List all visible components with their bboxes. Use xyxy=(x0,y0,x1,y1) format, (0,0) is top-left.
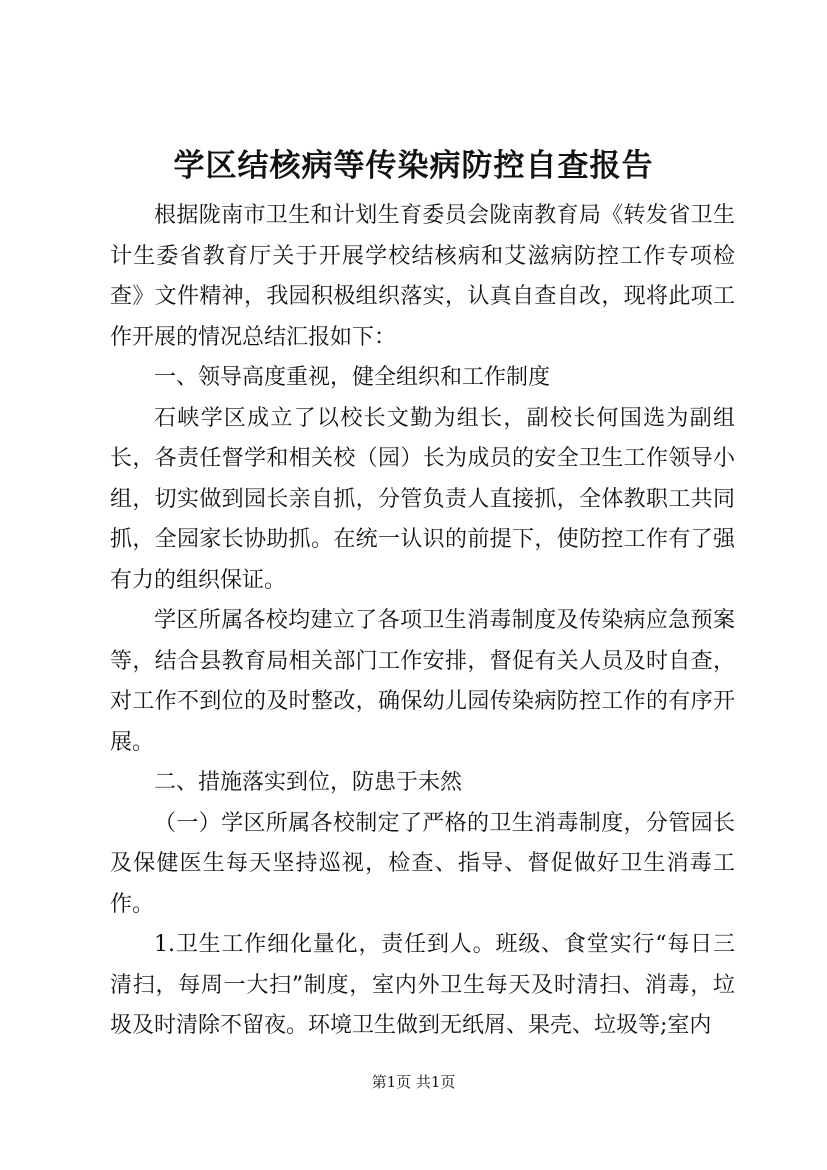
paragraph-intro: 根据陇南市卫生和计划生育委员会陇南教育局《转发省卫生计生委省教育厅关于开展学校结核病和艾滋病防控工作专项检查》文件精神，我园积极组织落实，认真自查自改，现将此项工作开展的情况总结汇报如下： xyxy=(110,203,735,350)
document-title: 学区结核病等传染病防控自查报告 xyxy=(173,148,654,184)
section-heading-2: 二、措施落实到位，防患于未然 xyxy=(154,770,463,795)
section-heading-1: 一、领导高度重视，健全组织和工作制度 xyxy=(154,365,551,390)
page-footer: 第1页 共1页 xyxy=(371,1073,456,1091)
paragraph-systems: 学区所属各校均建立了各项卫生消毒制度及传染病应急预案等，结合县教育局相关部门工作安排，督促有关人员及时自查，对工作不到位的及时整改，确保幼儿园传染病防控工作的有序开展。 xyxy=(110,608,735,755)
paragraph-hygiene: 1.卫生工作细化量化，责任到人。班级、食堂实行“每日三清扫，每周一大扫”制度，室内外卫生每天及时清扫、消毒，垃圾及时清除不留夜。环境卫生做到无纸屑、果壳、垃圾等;室内 xyxy=(110,932,735,1038)
paragraph-leadership: 石峡学区成立了以校长文勤为组长，副校长何国选为副组长，各责任督学和相关校（园）长为成员的安全卫生工作领导小组，切实做到园长亲自抓，分管负责人直接抓，全体教职工共同抓，全园家长协助抓。在统一认识的前提下，使防控工作有了强有力的组织保证。 xyxy=(110,405,735,593)
paragraph-measures: （一）学区所属各校制定了严格的卫生消毒制度，分管园长及保健医生每天坚持巡视，检查、指导、督促做好卫生消毒工作。 xyxy=(110,810,735,917)
document-body xyxy=(110,196,735,1047)
